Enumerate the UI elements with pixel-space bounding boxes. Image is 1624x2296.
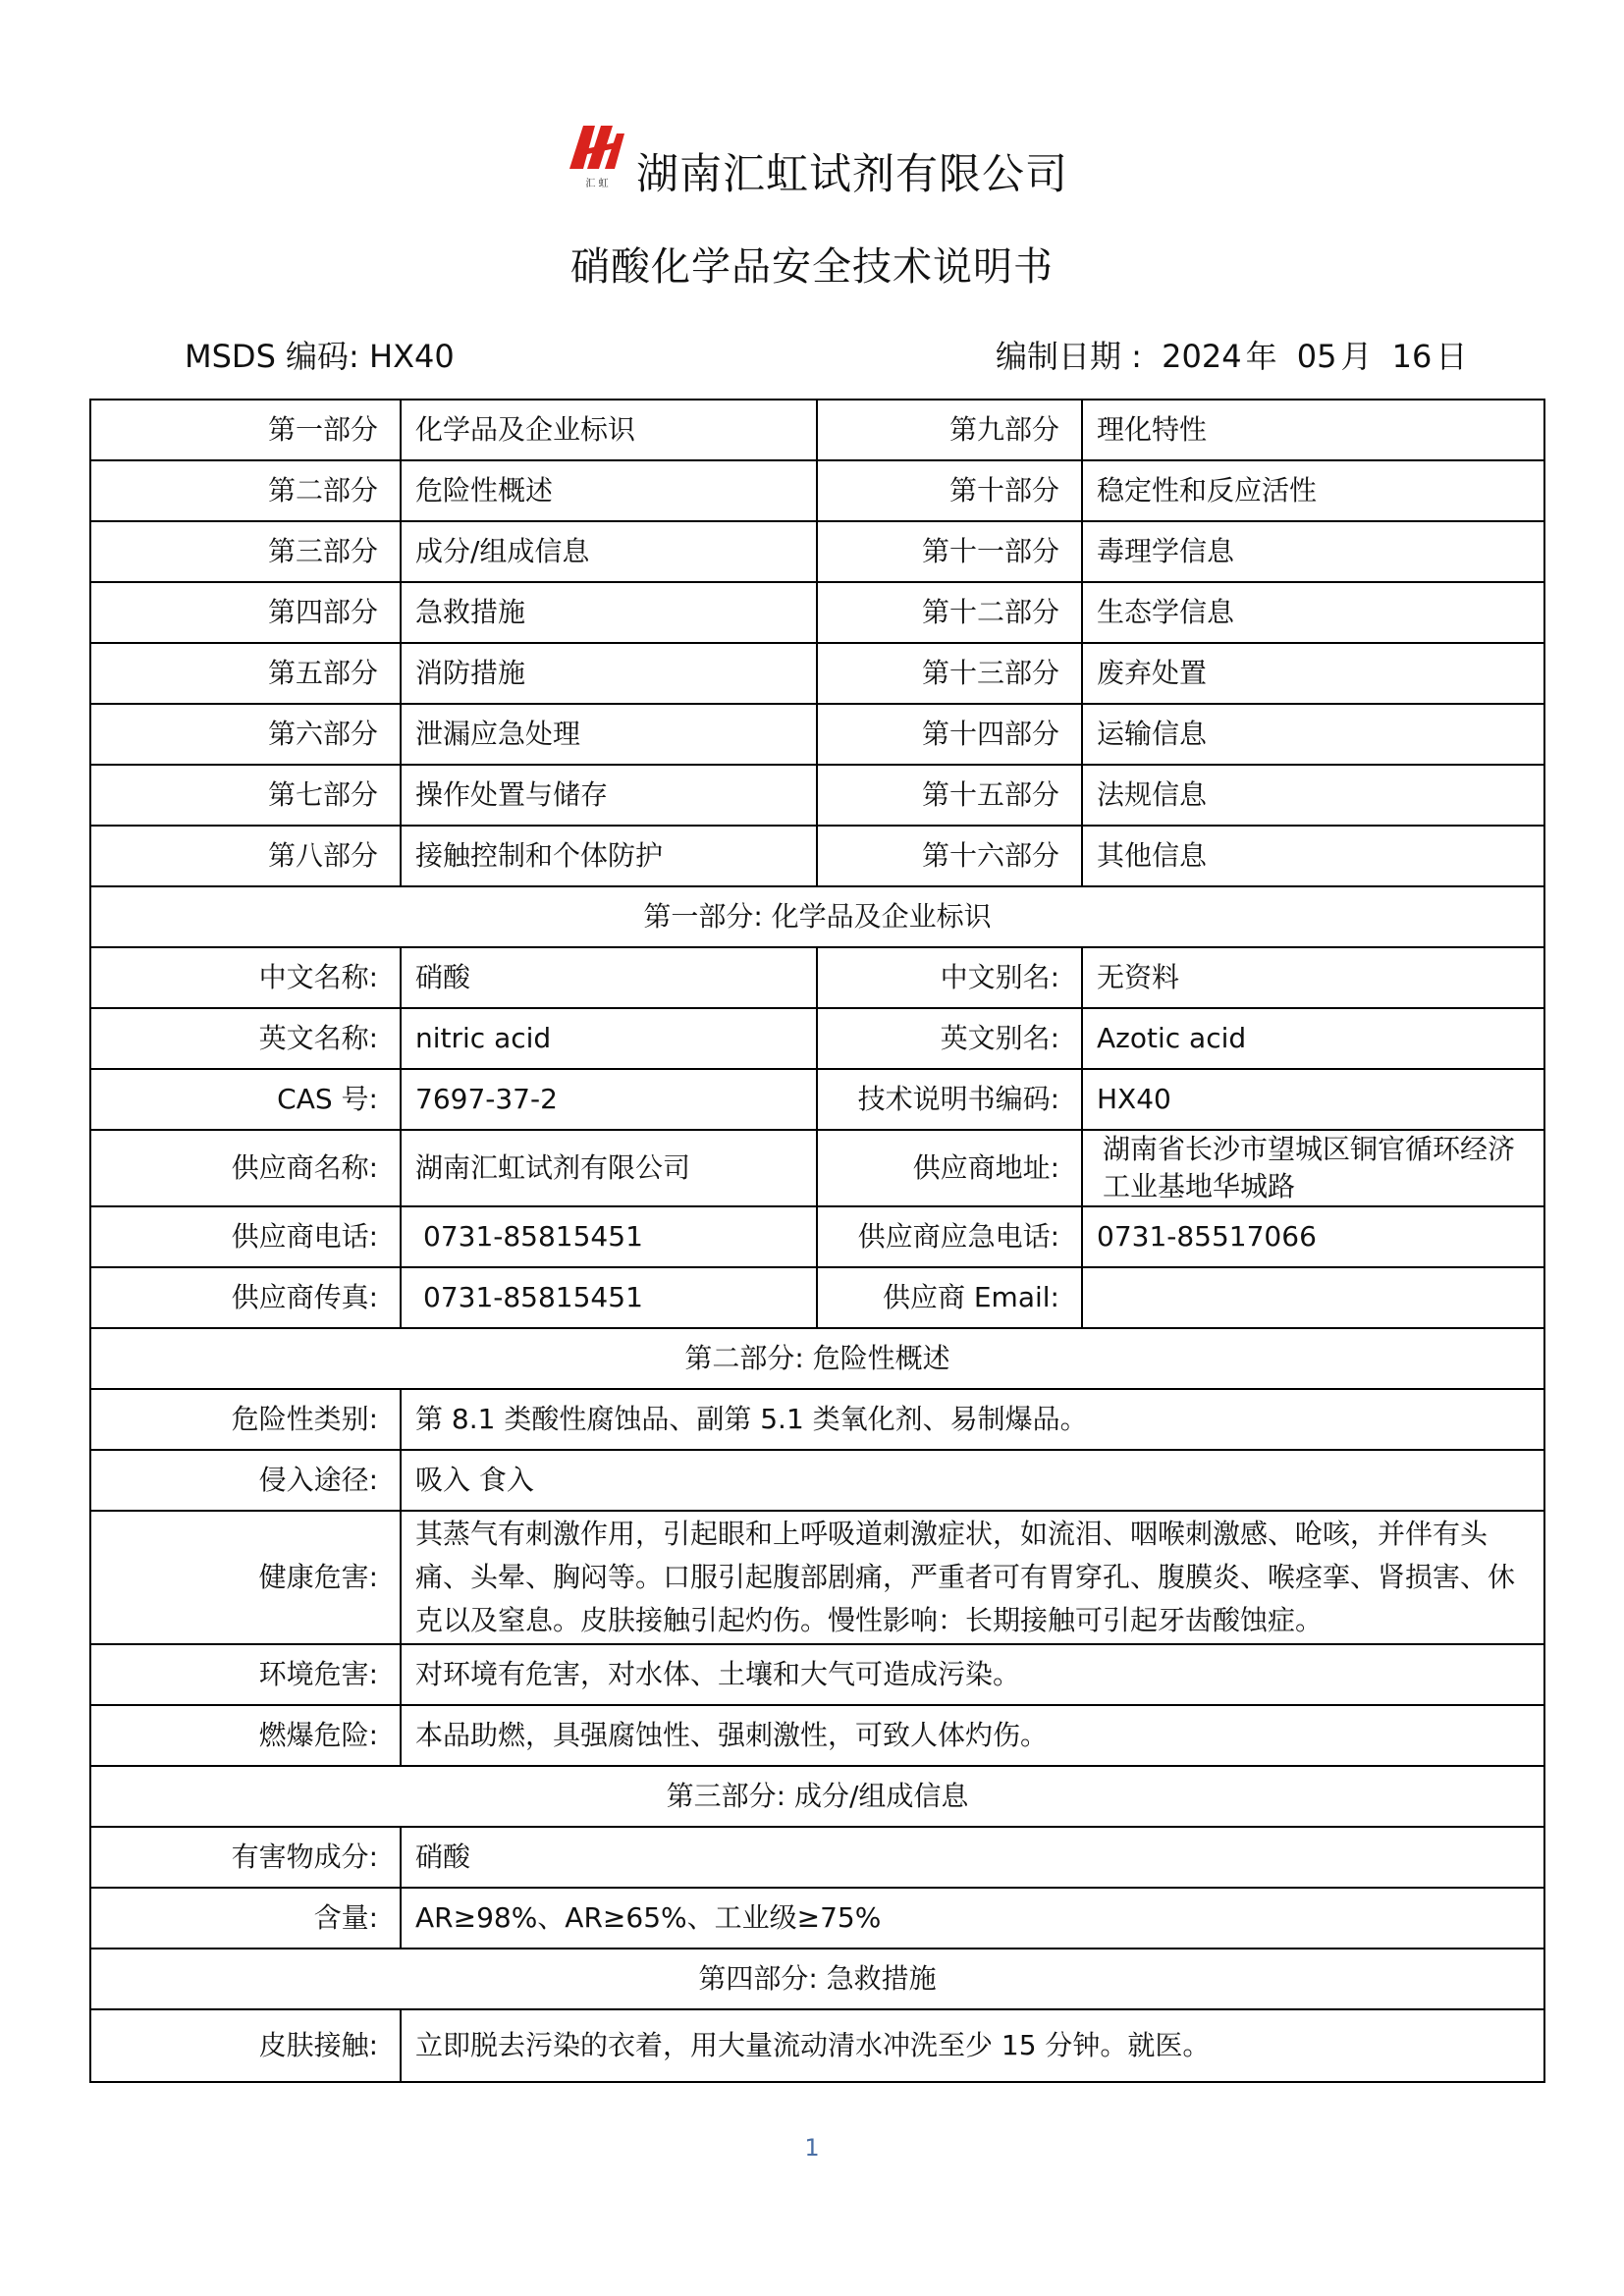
- toc-left-label: 第八部分: [90, 826, 401, 886]
- field-label: 供应商名称:: [90, 1130, 401, 1206]
- field-value: [1082, 1267, 1544, 1328]
- info-row: [90, 1206, 1544, 1267]
- field-value: 0731-85815451: [401, 1206, 817, 1267]
- toc-row: [90, 643, 1544, 704]
- toc-right-value: 稳定性和反应活性: [1082, 460, 1544, 521]
- toc-row: [90, 582, 1544, 643]
- toc-right-label: 第十部分: [817, 460, 1082, 521]
- section-3-header: [90, 1766, 1544, 1827]
- toc-right-label: 第十六部分: [817, 826, 1082, 886]
- info-row: [90, 947, 1544, 1008]
- page-number: 1: [804, 2134, 820, 2162]
- toc-right-label: 第十三部分: [817, 643, 1082, 704]
- field-value: 吸入 食入: [401, 1450, 1544, 1511]
- toc-left-value: 急救措施: [401, 582, 817, 643]
- msds-code-value: HX40: [369, 338, 455, 375]
- logo-text: 汇 虹: [585, 179, 609, 189]
- msds-code: [185, 332, 455, 381]
- msds-code-label: MSDS 编码:: [185, 338, 359, 375]
- field-value: AR≥98%、AR≥65%、工业级≥75%: [401, 1888, 1544, 1949]
- field-label: 技术说明书编码:: [817, 1069, 1082, 1130]
- field-value: 硝酸: [401, 947, 817, 1008]
- toc-left-value: 消防措施: [401, 643, 817, 704]
- field-value: 7697-37-2: [401, 1069, 817, 1130]
- toc-row: [90, 521, 1544, 582]
- info-row: [90, 1827, 1544, 1888]
- toc-left-label: 第六部分: [90, 704, 401, 765]
- toc-right-label: 第十五部分: [817, 765, 1082, 826]
- field-label: 英文别名:: [817, 1008, 1082, 1069]
- date-day-unit: 日: [1435, 338, 1468, 375]
- toc-left-value: 接触控制和个体防护: [401, 826, 817, 886]
- toc-left-label: 第三部分: [90, 521, 401, 582]
- field-value: HX40: [1082, 1069, 1544, 1130]
- info-row: [90, 1267, 1544, 1328]
- section-title: 第二部分: 危险性概述: [90, 1328, 1544, 1389]
- field-label: 危险性类别:: [90, 1389, 401, 1450]
- field-label: 供应商应急电话:: [817, 1206, 1082, 1267]
- field-label: 燃爆危险:: [90, 1705, 401, 1766]
- field-label: 供应商传真:: [90, 1267, 401, 1328]
- date-day: 16: [1391, 338, 1433, 375]
- toc-right-value: 其他信息: [1082, 826, 1544, 886]
- compile-date: [996, 332, 1477, 381]
- field-label: 供应商地址:: [817, 1130, 1082, 1206]
- section-1-header: [90, 886, 1544, 947]
- info-row: [90, 1069, 1544, 1130]
- field-label: 环境危害:: [90, 1644, 401, 1705]
- compile-date-label: 编制日期 :: [996, 338, 1142, 375]
- field-value: 湖南省长沙市望城区铜官循环经济工业基地华城路: [1082, 1130, 1544, 1206]
- document-title: 硝酸化学品安全技术说明书: [570, 244, 1054, 290]
- toc-left-label: 第七部分: [90, 765, 401, 826]
- field-label: 中文名称:: [90, 947, 401, 1008]
- field-value: 0731-85517066: [1082, 1206, 1544, 1267]
- field-label: 皮肤接触:: [90, 2009, 401, 2082]
- field-value: 其蒸气有刺激作用，引起眼和上呼吸道刺激症状，如流泪、咽喉刺激感、呛咳，并伴有头痛、头晕、胸闷等。口服引起腹部剧痛，严重者可有胃穿孔、腹膜炎、喉痉挛、肾损害、休克以及窒息。皮肤接触引起灼伤。慢性影响：长期接触可引起牙齿酸蚀症。: [401, 1511, 1544, 1644]
- field-label: 供应商 Email:: [817, 1267, 1082, 1328]
- field-value: 0731-85815451: [401, 1267, 817, 1328]
- field-value: 对环境有危害，对水体、土壤和大气可造成污染。: [401, 1644, 1544, 1705]
- toc-right-value: 生态学信息: [1082, 582, 1544, 643]
- date-month-unit: 月: [1340, 338, 1373, 375]
- field-label: 健康危害:: [90, 1511, 401, 1644]
- field-value: 湖南汇虹试剂有限公司: [401, 1130, 817, 1206]
- field-value: 本品助燃，具强腐蚀性、强刺激性，可致人体灼伤。: [401, 1705, 1544, 1766]
- field-value: 无资料: [1082, 947, 1544, 1008]
- toc-right-value: 运输信息: [1082, 704, 1544, 765]
- company-logo: [562, 118, 632, 190]
- toc-row: [90, 460, 1544, 521]
- field-label: 有害物成分:: [90, 1827, 401, 1888]
- toc-left-label: 第五部分: [90, 643, 401, 704]
- field-label: 英文名称:: [90, 1008, 401, 1069]
- section-4-header: [90, 1949, 1544, 2009]
- toc-left-label: 第四部分: [90, 582, 401, 643]
- toc-row: [90, 826, 1544, 886]
- toc-row: [90, 400, 1544, 460]
- field-label: 中文别名:: [817, 947, 1082, 1008]
- toc-right-label: 第十四部分: [817, 704, 1082, 765]
- toc-left-value: 成分/组成信息: [401, 521, 817, 582]
- info-row: [90, 1705, 1544, 1766]
- toc-left-label: 第二部分: [90, 460, 401, 521]
- toc-left-value: 化学品及企业标识: [401, 400, 817, 460]
- toc-row: [90, 704, 1544, 765]
- toc-right-label: 第九部分: [817, 400, 1082, 460]
- field-value: nitric acid: [401, 1008, 817, 1069]
- info-row: [90, 1644, 1544, 1705]
- field-label: 侵入途径:: [90, 1450, 401, 1511]
- toc-right-value: 废弃处置: [1082, 643, 1544, 704]
- field-label: 供应商电话:: [90, 1206, 401, 1267]
- date-year-unit: 年: [1245, 338, 1277, 375]
- document-header: [0, 118, 1624, 206]
- toc-left-value: 泄漏应急处理: [401, 704, 817, 765]
- toc-left-value: 操作处置与储存: [401, 765, 817, 826]
- toc-row: [90, 765, 1544, 826]
- company-name: 湖南汇虹试剂有限公司: [636, 150, 1068, 199]
- section-2-header: [90, 1328, 1544, 1389]
- field-value: 硝酸: [401, 1827, 1544, 1888]
- info-row: [90, 2009, 1544, 2082]
- info-row: [90, 1450, 1544, 1511]
- info-row: [90, 1130, 1544, 1206]
- toc-right-value: 毒理学信息: [1082, 521, 1544, 582]
- info-row: [90, 1008, 1544, 1069]
- field-value: 立即脱去污染的衣着，用大量流动清水冲洗至少 15 分钟。就医。: [401, 2009, 1544, 2082]
- info-row: [90, 1888, 1544, 1949]
- info-row: [90, 1511, 1544, 1644]
- field-value: 第 8.1 类酸性腐蚀品、副第 5.1 类氧化剂、易制爆品。: [401, 1389, 1544, 1450]
- info-row: [90, 1389, 1544, 1450]
- section-title: 第一部分: 化学品及企业标识: [90, 886, 1544, 947]
- toc-right-label: 第十一部分: [817, 521, 1082, 582]
- field-label: CAS 号:: [90, 1069, 401, 1130]
- msds-table: [89, 399, 1545, 2083]
- field-label: 含量:: [90, 1888, 401, 1949]
- toc-right-label: 第十二部分: [817, 582, 1082, 643]
- toc-right-value: 法规信息: [1082, 765, 1544, 826]
- date-year: 2024: [1162, 338, 1242, 375]
- toc-left-value: 危险性概述: [401, 460, 817, 521]
- toc-left-label: 第一部分: [90, 400, 401, 460]
- section-title: 第三部分: 成分/组成信息: [90, 1766, 1544, 1827]
- section-title: 第四部分: 急救措施: [90, 1949, 1544, 2009]
- field-value: Azotic acid: [1082, 1008, 1544, 1069]
- date-month: 05: [1296, 338, 1337, 375]
- toc-right-value: 理化特性: [1082, 400, 1544, 460]
